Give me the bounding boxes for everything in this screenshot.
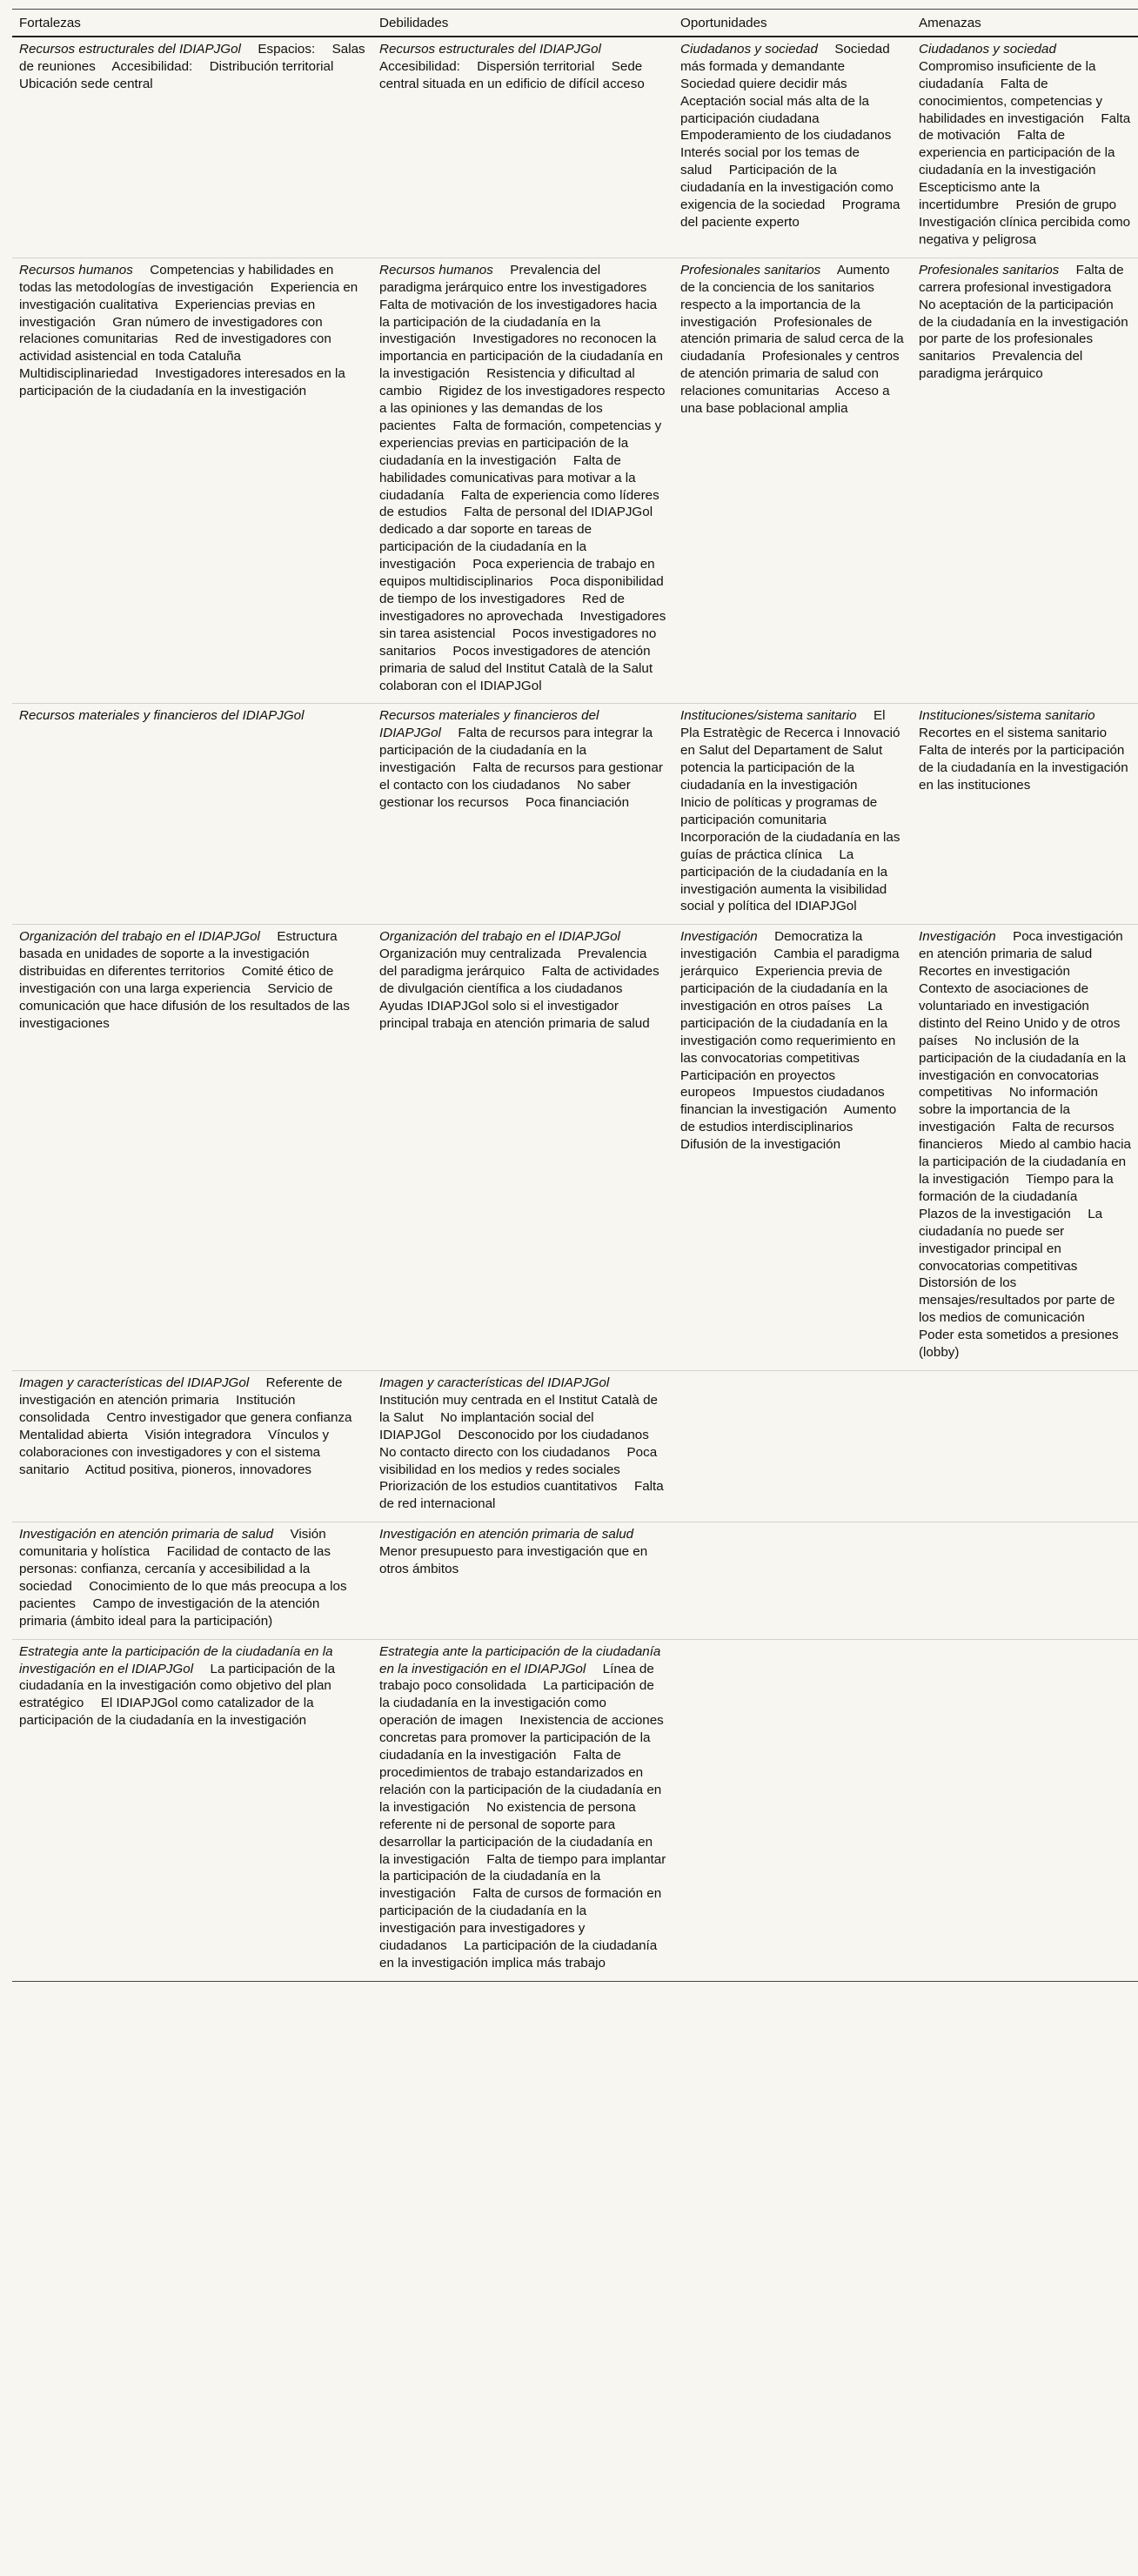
cell-item: La participación de la ciudadanía en la investigación como objetivo del plan estratégico (19, 1661, 336, 1711)
cell-item: Poca visibilidad en los medios y redes sociales (379, 1444, 658, 1477)
cell-item: Falta de motivación de los investigadores hacia la participación de la ciudadanía en la investigación (379, 297, 658, 347)
cell-item: Rigidez de los investigadores respecto a las opiniones y las demandas de los pacientes (379, 384, 666, 433)
cell-item: Falta de recursos financieros (919, 1120, 1115, 1153)
table-row (12, 37, 1138, 258)
cell-amenazas (912, 1370, 1138, 1522)
cell-item: Poca experiencia de trabajo en equipos multidisciplinarios (379, 557, 655, 590)
cell-item: Tiempo para la formación de la ciudadanía (919, 1172, 1114, 1204)
header-fortalezas: Fortalezas (12, 10, 372, 37)
cell-item: No saber gestionar los recursos (379, 778, 631, 810)
cell-item: Vínculos y colaboraciones con investigadores y con el sistema sanitario (19, 1427, 330, 1477)
cell-heading: Recursos materiales y financieros del IDIAPJGol (19, 708, 305, 724)
cell-item: Experiencias previas en investigación (19, 297, 316, 330)
cell-item: Gran número de investigadores con relaciones comunitarias (19, 314, 323, 347)
cell-heading: Organización del trabajo en el IDIAPJGol (379, 929, 620, 945)
cell-item: Falta de recursos para gestionar el contacto con los ciudadanos (379, 760, 663, 793)
cell-item: La participación de la ciudadanía en la investigación aumenta la visibilidad social y política del IDIAPJGol (680, 846, 888, 914)
cell-item: Participación en proyectos europeos (680, 1067, 836, 1101)
table-row (12, 258, 1138, 704)
cell-item: Red de investigadores con actividad asistencial en toda Cataluña (19, 331, 331, 365)
cell-item: Conocimiento de lo que más preocupa a los pacientes (19, 1578, 347, 1611)
cell-item: Pocos investigadores de atención primaria de salud del Institut Català de la Salut colaboran con el IDIAPJGol (379, 643, 653, 693)
cell-item: Estructura basada en unidades de soporte a la investigación distribuidas en diferentes territorios (19, 929, 338, 980)
cell-item: Prevalencia del paradigma jerárquico (919, 349, 1083, 382)
cell-item: Centro investigador que genera confianza (106, 1409, 352, 1425)
cell-item: La participación de la ciudadanía en la investigación como operación de imagen (379, 1678, 654, 1729)
cell-item: Poder esta sometidos a presiones (lobby) (919, 1328, 1119, 1361)
cell-item: Falta de personal del IDIAPJGol dedicado a dar soporte en tareas de participación de la ciudadanía en la investigación (379, 505, 653, 572)
cell-item: Acceso a una base poblacional amplia (680, 384, 890, 417)
cell-item: Ubicación sede central (19, 76, 153, 91)
cell-item: Escepticismo ante la incertidumbre (919, 180, 1041, 213)
cell-debilidades (372, 258, 673, 704)
cell-item: Impuestos ciudadanos financian la investigación (680, 1085, 885, 1118)
cell-fortalezas (12, 1522, 372, 1639)
cell-item: Interés social por los temas de salud (680, 145, 860, 178)
cell-item: Poca investigación en atención primaria de salud (919, 929, 1123, 962)
cell-item: Miedo al cambio hacia la participación de la ciudadanía en la investigación (919, 1137, 1131, 1187)
cell-item: Falta de red internacional (379, 1479, 664, 1512)
cell-item: Institución consolidada (19, 1392, 296, 1425)
cell-item: Facilidad de contacto de las personas: confianza, cercanía y accesibilidad a la sociedad (19, 1544, 331, 1594)
cell-item: Falta de carrera profesional investigadora (919, 262, 1124, 295)
cell-heading: Imagen y características del IDIAPJGol (19, 1375, 250, 1390)
cell-heading: Recursos humanos (379, 262, 493, 278)
cell-item: Falta de recursos para integrar la participación de la ciudadanía en la investigación (379, 726, 653, 776)
cell-item: Falta de interés por la participación de la ciudadanía en la investigación en las instituciones (919, 743, 1128, 793)
cell-item: Falta de formación, competencias y experiencias previas en participación de la ciudadanía en la investigación (379, 418, 662, 468)
cell-item: Visión integradora (144, 1427, 251, 1442)
cell-item: Sede central situada en un edificio de difícil acceso (379, 58, 645, 91)
cell-heading: Estrategia ante la participación de la ciudadanía en la investigación en el IDIAPJGol (379, 1643, 661, 1676)
cell-heading: Imagen y características del IDIAPJGol (379, 1375, 610, 1390)
cell-item: Competencias y habilidades en todas las metodologías de investigación (19, 262, 334, 295)
cell-item: Contexto de asociaciones de voluntariado en investigación distinto del Reino Unido y de otros países (919, 981, 1121, 1048)
cell-item: Falta de motivación (919, 110, 1131, 144)
cell-oportunidades (673, 1370, 912, 1522)
cell-heading: Investigación (919, 929, 996, 945)
cell-item: Actitud positiva, pioneros, innovadores (84, 1462, 312, 1477)
cell-item: Falta de procedimientos de trabajo estandarizados en relación con la participación de la ciudadanía en la investigación (379, 1748, 662, 1815)
cell-item: Campo de investigación de la atención primaria (ámbito ideal para la participación) (19, 1596, 320, 1629)
cell-item: Línea de trabajo poco consolidada (379, 1661, 654, 1694)
cell-debilidades (372, 1370, 673, 1522)
cell-heading: Investigación (680, 929, 758, 945)
cell-item: Presión de grupo (1015, 197, 1117, 213)
cell-item: Democratiza la investigación (680, 929, 863, 962)
table-row (12, 1522, 1138, 1639)
cell-heading: Profesionales sanitarios (919, 262, 1060, 278)
cell-item: Falta de conocimientos, competencias y habilidades en investigación (919, 76, 1103, 126)
cell-item: Programa del paciente experto (680, 197, 900, 230)
cell-item: Referente de investigación en atención primaria (19, 1375, 343, 1408)
cell-item: Falta de cursos de formación en participación de la ciudadanía en la investigación para investigadores y ciudadanos (379, 1886, 662, 1954)
cell-item: Institución muy centrada en el Institut Català de la Salut (379, 1392, 658, 1425)
cell-heading: Recursos humanos (19, 262, 133, 278)
cell-item: Espacios: (258, 41, 316, 57)
cell-item: Prevalencia del paradigma jerárquico entre los investigadores (379, 262, 647, 295)
cell-item: Comité ético de investigación con una larga experiencia (19, 964, 334, 997)
cell-heading: Organización del trabajo en el IDIAPJGol (19, 929, 260, 945)
cell-item: Organización muy centralizada (379, 947, 561, 962)
cell-amenazas (912, 1639, 1138, 1981)
cell-item: Inexistencia de acciones concretas para promover la participación de la ciudadanía en la investigación (379, 1713, 664, 1763)
cell-item: Accesibilidad: (111, 58, 193, 74)
table-row (12, 704, 1138, 925)
cell-item: Multidisciplinariedad (19, 366, 138, 382)
cell-item: Falta de experiencia como líderes de estudios (379, 487, 659, 520)
cell-item: Pocos investigadores no sanitarios (379, 626, 657, 659)
cell-item: Salas de reuniones (19, 41, 365, 74)
cell-item: Priorización de los estudios cuantitativos (379, 1479, 618, 1495)
cell-item: Investigación clínica percibida como negativa y peligrosa (919, 214, 1131, 247)
cell-item: Difusión de la investigación (680, 1137, 841, 1153)
table-row (12, 1370, 1138, 1522)
cell-amenazas (912, 925, 1138, 1371)
cell-item: Investigadores sin tarea asistencial (379, 608, 666, 641)
cell-amenazas (912, 37, 1138, 258)
table-row (12, 1639, 1138, 1981)
cell-item: Distorsión de los mensajes/resultados por parte de los medios de comunicación (919, 1275, 1115, 1326)
cell-item: El Pla Estratègic de Recerca i Innovació en Salut del Departament de Salut potencia la participación de la ciudadanía en la investigación (680, 708, 900, 793)
cell-item: Servicio de comunicación que hace difusión de los resultados de las investigaciones (19, 981, 350, 1031)
cell-oportunidades (673, 1639, 912, 1981)
cell-heading: Investigación en atención primaria de salud (19, 1527, 274, 1542)
cell-item: Dispersión territorial (477, 58, 595, 74)
cell-item: Desconocido por los ciudadanos (458, 1427, 649, 1442)
cell-heading: Instituciones/sistema sanitario (919, 708, 1095, 724)
cell-item: Profesionales y centros de atención primaria de salud con relaciones comunitarias (680, 349, 900, 399)
cell-item: Falta de habilidades comunicativas para motivar a la ciudadanía (379, 452, 636, 503)
cell-item: Profesionales de atención primaria de salud cerca de la ciudadanía (680, 314, 904, 365)
cell-item: Recortes en investigación (919, 964, 1070, 980)
cell-heading: Investigación en atención primaria de salud (379, 1527, 634, 1542)
cell-item: Investigadores interesados en la participación de la ciudadanía en la investigación (19, 366, 345, 399)
cell-item: No información sobre la importancia de la investigación (919, 1085, 1098, 1135)
cell-fortalezas (12, 704, 372, 925)
cell-debilidades (372, 1639, 673, 1981)
cell-item: Falta de actividades de divulgación científica a los ciudadanos (379, 964, 659, 997)
cell-fortalezas (12, 1370, 372, 1522)
cell-item: No contacto directo con los ciudadanos (379, 1444, 611, 1460)
cell-oportunidades (673, 258, 912, 704)
cell-amenazas (912, 258, 1138, 704)
cell-item: Sociedad más formada y demandante (680, 41, 890, 74)
cell-item: Participación de la ciudadanía en la investigación como exigencia de la sociedad (680, 163, 894, 213)
cell-heading: Profesionales sanitarios (680, 262, 821, 278)
cell-heading: Recursos estructurales del IDIAPJGol (379, 41, 601, 57)
cell-heading: Recursos estructurales del IDIAPJGol (19, 41, 241, 57)
cell-item: No aceptación de la participación de la ciudadanía en la investigación por parte de los profesionales sanitarios (919, 297, 1128, 365)
cell-fortalezas (12, 1639, 372, 1981)
cell-item: No existencia de persona referente ni de personal de soporte para desarrollar la participación de la ciudadanía en la investigación (379, 1799, 653, 1867)
cell-item: La participación de la ciudadanía en la investigación implica más trabajo (379, 1938, 658, 1970)
cell-item: Aumento de la conciencia de los sanitarios respecto a la importancia de la investigación (680, 262, 890, 330)
cell-item: Compromiso insuficiente de la ciudadanía (919, 58, 1096, 91)
header-debilidades: Debilidades (372, 10, 673, 37)
cell-item: Empoderamiento de los ciudadanos (680, 128, 892, 144)
cell-item: Falta de experiencia en participación de la ciudadanía en la investigación (919, 128, 1115, 178)
cell-item: Investigadores no reconocen la importancia en participación de la ciudadanía en la investigación (379, 331, 663, 382)
cell-item: Recortes en el sistema sanitario (919, 726, 1108, 741)
cell-item: Poca financiación (525, 794, 630, 810)
cell-item: No inclusión de la participación de la ciudadanía en la investigación en convocatorias competitivas (919, 1033, 1127, 1101)
cell-item: Inicio de políticas y programas de participación comunitaria (680, 794, 878, 827)
cell-item: Resistencia y dificultad al cambio (379, 366, 635, 399)
cell-item: Accesibilidad: (379, 58, 460, 74)
cell-item: Aumento de estudios interdisciplinarios (680, 1102, 897, 1135)
cell-fortalezas (12, 37, 372, 258)
cell-item: Poca disponibilidad de tiempo de los investigadores (379, 574, 664, 606)
cell-debilidades (372, 704, 673, 925)
cell-item: La ciudadanía no puede ser investigador principal en convocatorias competitivas (919, 1206, 1103, 1274)
cell-heading: Instituciones/sistema sanitario (680, 708, 857, 724)
cell-oportunidades (673, 37, 912, 258)
cell-item: Prevalencia del paradigma jerárquico (379, 947, 647, 980)
cell-item: No implantación social del IDIAPJGol (379, 1409, 594, 1442)
cell-heading: Estrategia ante la participación de la ciudadanía en la investigación en el IDIAPJGol (19, 1643, 333, 1676)
header-amenazas: Amenazas (912, 10, 1138, 37)
cell-item: Experiencia en investigación cualitativa (19, 279, 358, 312)
cell-item: Ayudas IDIAPJGol solo si el investigador principal trabaja en atención primaria de salud (379, 998, 650, 1031)
swot-table (12, 9, 1138, 1982)
cell-item: Aceptación social más alta de la participación ciudadana (680, 93, 869, 126)
cell-item: Cambia el paradigma jerárquico (680, 947, 900, 980)
cell-item: Visión comunitaria y holística (19, 1527, 326, 1560)
cell-item: Experiencia previa de participación de la ciudadanía en la investigación en otros países (680, 964, 888, 1014)
header-row (12, 10, 1138, 37)
cell-heading: Recursos materiales y financieros del IDIAPJGol (379, 708, 599, 741)
cell-item: Incorporación de la ciudadanía en las guías de práctica clínica (680, 829, 900, 862)
table-body (12, 37, 1138, 1981)
cell-debilidades (372, 1522, 673, 1639)
cell-item: Mentalidad abierta (19, 1427, 128, 1442)
cell-debilidades (372, 925, 673, 1371)
cell-item: Distribución territorial (209, 58, 334, 74)
cell-item: Menor presupuesto para investigación que en otros ámbitos (379, 1544, 648, 1577)
cell-oportunidades (673, 1522, 912, 1639)
cell-item: Falta de tiempo para implantar la participación de la ciudadanía en la investigación (379, 1851, 666, 1902)
cell-heading: Ciudadanos y sociedad (680, 41, 818, 57)
cell-fortalezas (12, 258, 372, 704)
cell-amenazas (912, 704, 1138, 925)
cell-oportunidades (673, 704, 912, 925)
cell-item: Red de investigadores no aprovechada (379, 592, 626, 624)
cell-fortalezas (12, 925, 372, 1371)
cell-item: Plazos de la investigación (919, 1206, 1071, 1221)
cell-item: La participación de la ciudadanía en la investigación como requerimiento en las convocatorias competitivas (680, 998, 896, 1066)
cell-item: Sociedad quiere decidir más (680, 76, 847, 91)
cell-item: El IDIAPJGol como catalizador de la participación de la ciudadanía en la investigación (19, 1696, 314, 1729)
header-oportunidades: Oportunidades (673, 10, 912, 37)
cell-debilidades (372, 37, 673, 258)
table-row (12, 925, 1138, 1371)
cell-amenazas (912, 1522, 1138, 1639)
cell-oportunidades (673, 925, 912, 1371)
cell-heading: Ciudadanos y sociedad (919, 41, 1056, 57)
